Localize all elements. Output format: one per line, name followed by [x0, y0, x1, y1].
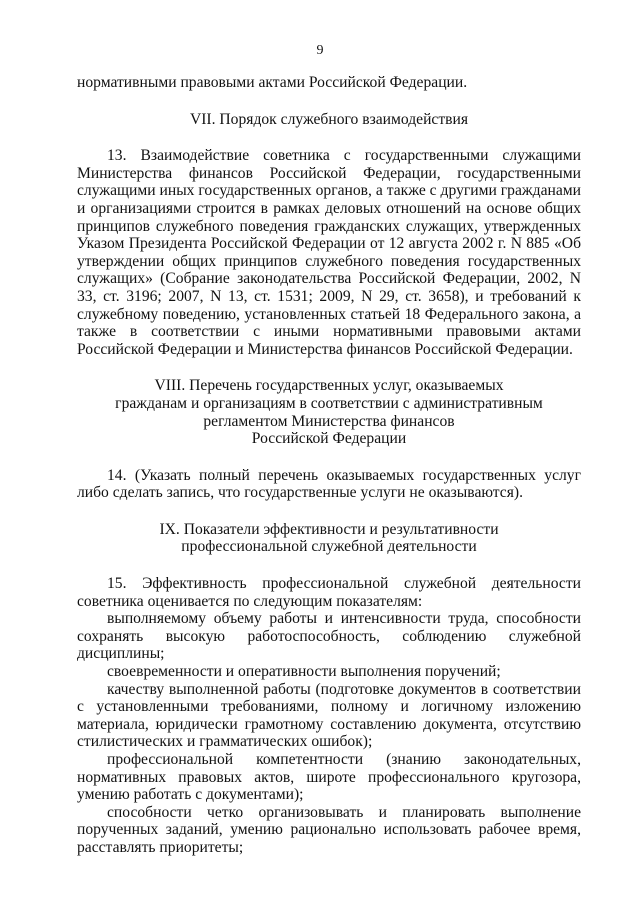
indicator-item: выполняемому объему работы и интенсивности труда, способности сохранять высокую работоспособность, соблюдению служебной дисциплины;	[77, 610, 581, 663]
section-8-heading-line: регламентом Министерства финансов	[203, 412, 455, 430]
indicator-item: качеству выполненной работы (подготовке документов в соответствии с установленными требованиями, полному и логичному изложению материала, юридически грамотному составлению документа, отсутствию стилистических и грамматических ошибок);	[77, 680, 581, 751]
section-8-heading-line: VIII. Перечень государственных услуг, оказываемых	[154, 377, 504, 395]
paragraph-14: 14. (Указать полный перечень оказываемых государственных услуг либо сделать запись, что государственные услуги не оказываются).	[77, 466, 581, 502]
section-9-heading-line: IX. Показатели эффективности и результативности	[159, 520, 499, 538]
paragraph-13: 13. Взаимодействие советника с государственными служащими Министерства финансов Российской Федерации, государственными служащими иных государственных органов, а также с другими гражданами и организациями строится в рамках деловых отношений на основе общих принципов служебного поведения гражданских служащих, утвержденных Указом Президента Российской Федерации от 12 августа 2002 г. N 885 «Об утверждении общих принципов служебного поведения государственных служащих» (Собрание законодательства Российской Федерации, 2002, N 33, ст. 3196; 2007, N 13, ст. 1531; 2009, N 29, ст. 3658), и требований к служебному поведению, установленных статьей 18 Федерального закона, а также в соответствии с иными нормативными правовыми актами Российской Федерации и Министерства финансов Российской Федерации.	[77, 147, 581, 358]
section-8-heading	[77, 377, 581, 447]
section-8-heading-line: гражданам и организациям в соответствии с административным	[115, 394, 543, 412]
continuation-text: нормативными правовыми актами Российской Федерации.	[77, 74, 468, 91]
section-7-heading: VII. Порядок служебного взаимодействия	[189, 110, 469, 128]
indicator-item: профессиональной компетентности (знанию законодательных, нормативных правовых актов, широте профессионального кругозора, умению работать с документами);	[77, 751, 581, 804]
indicator-item: своевременности и оперативности выполнения поручений;	[107, 663, 501, 681]
section-9-heading	[77, 521, 581, 556]
page-content	[77, 74, 581, 857]
section-9-heading-line: профессиональной служебной деятельности	[181, 538, 477, 556]
indicator-item: способности четко организовывать и планировать выполнение порученных заданий, умению рационально использовать рабочее время, расставлять приоритеты;	[77, 803, 581, 856]
indicator-list	[77, 610, 581, 856]
page-number: 9	[316, 43, 324, 58]
paragraph-15: 15. Эффективность профессиональной служебной деятельности советника оценивается по следующим показателям:	[77, 575, 581, 610]
section-8-heading-line: Российской Федерации	[251, 430, 407, 448]
